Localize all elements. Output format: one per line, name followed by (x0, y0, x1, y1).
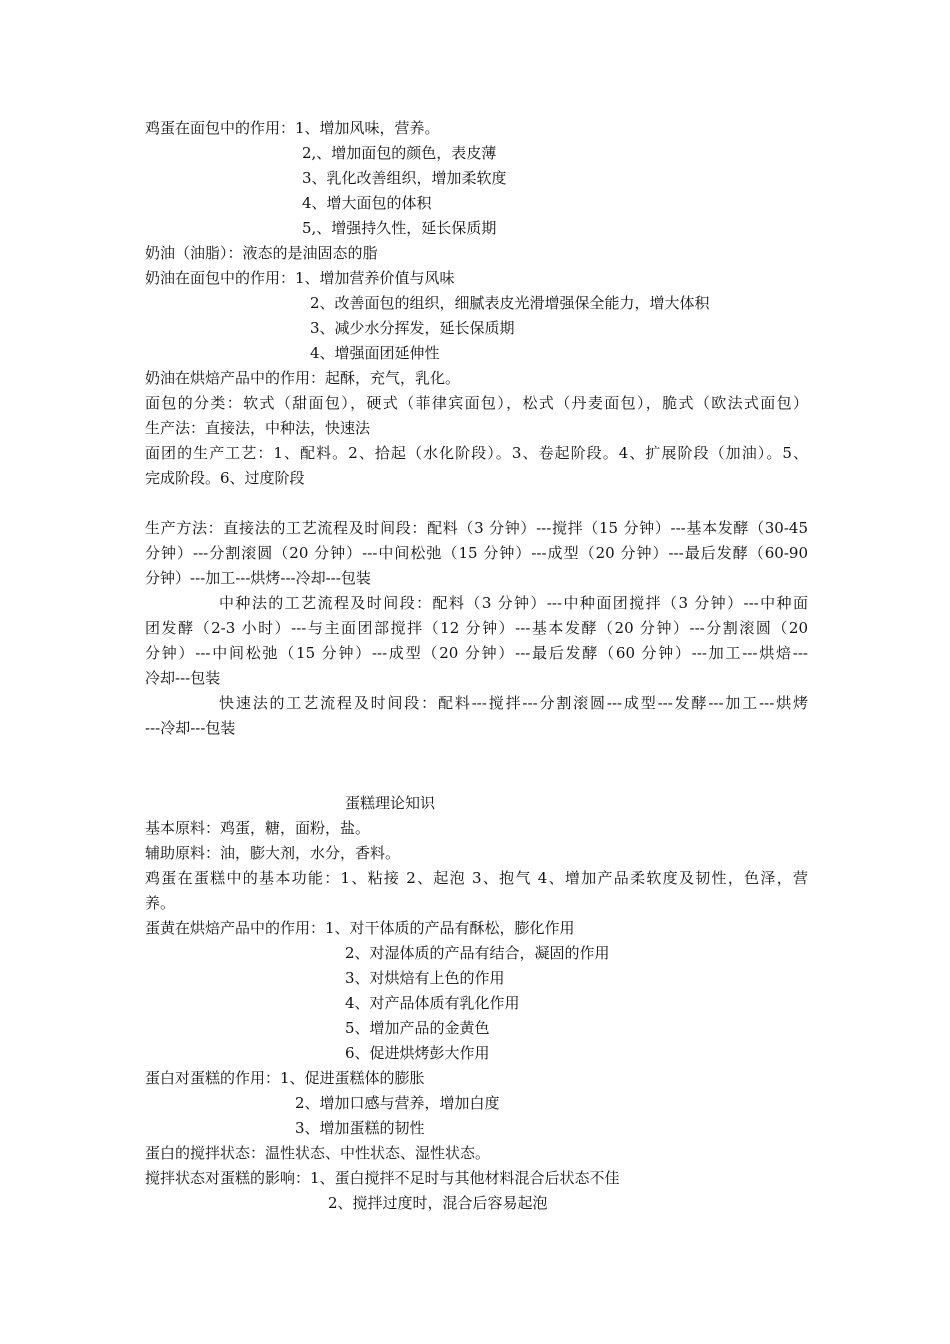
egg-in-cake-line-2: 养。 (145, 894, 176, 912)
yolk-item-6: 6、促进烘烤彭大作用 (345, 1044, 490, 1062)
sponge-method-line-4: 冷却---包装 (145, 669, 221, 687)
direct-method-line-1: 生产方法：直接法的工艺流程及时间段：配料（3 分钟）---搅拌（15 分钟）---基本发酵（30-45 (145, 519, 808, 537)
yolk-item-2: 2、对湿体质的产品有结合，凝固的作用 (345, 944, 610, 962)
direct-method-line-3: 分钟）---加工---烘烤---冷却---包装 (145, 569, 371, 587)
quick-method-line-2: ---冷却---包装 (145, 719, 236, 737)
white-item-3: 3、增加蛋糕的韧性 (295, 1119, 425, 1137)
bread-types: 面包的分类：软式（甜面包），硬式（菲律宾面包），松式（丹麦面包），脆式（欧法式面包） (145, 394, 808, 412)
cake-section-title: 蛋糕理论知识 (345, 794, 436, 812)
yolk-item-4: 4、对产品体质有乳化作用 (345, 994, 520, 1012)
direct-method-line-2: 分钟）---分割滚圆（20 分钟）---中间松弛（15 分钟）---成型（20 分钟）---最后发酵（60-90 (145, 544, 808, 562)
cake-basic-ingredients: 基本原料：鸡蛋，糖，面粉，盐。 (145, 819, 371, 837)
dough-process-line-2: 完成阶段。6、过度阶段 (145, 469, 305, 487)
egg-in-bread-heading: 鸡蛋在面包中的作用：1、增加风味，营养。 (145, 119, 440, 137)
yolk-item-5: 5、增加产品的金黄色 (345, 1019, 490, 1037)
butter-in-baking: 奶油在烘焙产品中的作用：起酥，充气，乳化。 (145, 369, 461, 387)
yolk-heading: 蛋黄在烘焙产品中的作用：1、对干体质的产品有酥松，膨化作用 (145, 919, 575, 937)
egg-in-bread-item-5: 5,、增强持久性，延长保质期 (302, 219, 497, 237)
yolk-item-3: 3、对烘焙有上色的作用 (345, 969, 505, 987)
whip-states: 蛋白的搅拌状态：温性状态、中性状态、湿性状态。 (145, 1144, 491, 1162)
egg-in-cake-line-1: 鸡蛋在蛋糕中的基本功能：1、粘接 2、起泡 3、抱气 4、增加产品柔软度及韧性，色泽，营 (145, 869, 808, 887)
butter-in-bread-item-4: 4、增强面团延伸性 (310, 344, 440, 362)
egg-in-bread-item-2: 2,、增加面包的颜色，表皮薄 (302, 144, 497, 162)
butter-in-bread-item-2: 2、改善面包的组织，细腻表皮光滑增强保全能力，增大体积 (310, 294, 710, 312)
sponge-method-line-3: 分钟）---中间松弛（15 分钟）---成型（20 分钟）---最后发酵（60 分钟）---加工---烘焙--- (145, 644, 808, 662)
egg-in-bread-item-4: 4、增大面包的体积 (302, 194, 432, 212)
butter-definition: 奶油（油脂）：液态的是油固态的脂 (145, 244, 378, 262)
sponge-method-line-1: 中种法的工艺流程及时间段：配料（3 分钟）---中种面团搅拌（3 分钟）---中种面 (219, 594, 808, 612)
white-heading: 蛋白对蛋糕的作用：1、促进蛋糕体的膨胀 (145, 1069, 425, 1087)
production-methods: 生产法：直接法，中种法，快速法 (145, 419, 371, 437)
butter-in-bread-heading: 奶油在面包中的作用：1、增加营养价值与风味 (145, 269, 455, 287)
whip-effect-heading: 搅拌状态对蛋糕的影响：1、蛋白搅拌不足时与其他材料混合后状态不佳 (145, 1169, 620, 1187)
egg-in-bread-item-3: 3、乳化改善组织，增加柔软度 (302, 169, 507, 187)
cake-auxiliary-ingredients: 辅助原料：油，膨大剂，水分，香料。 (145, 844, 401, 862)
butter-in-bread-item-3: 3、减少水分挥发，延长保质期 (310, 319, 515, 337)
white-item-2: 2、增加口感与营养，增加白度 (295, 1094, 500, 1112)
quick-method-line-1: 快速法的工艺流程及时间段：配料---搅拌---分割滚圆---成型---发酵---加工---烘烤 (219, 694, 808, 712)
sponge-method-line-2: 团发酵（2-3 小时）---与主面团部搅拌（12 分钟）---基本发酵（20 分钟）---分割滚圆（20 (145, 619, 808, 637)
whip-effect-item-2: 2、搅拌过度时，混合后容易起泡 (328, 1194, 548, 1212)
dough-process-line-1: 面团的生产工艺：1、配料。2、拾起（水化阶段）。3、卷起阶段。4、扩展阶段（加油）。5、 (145, 444, 808, 462)
